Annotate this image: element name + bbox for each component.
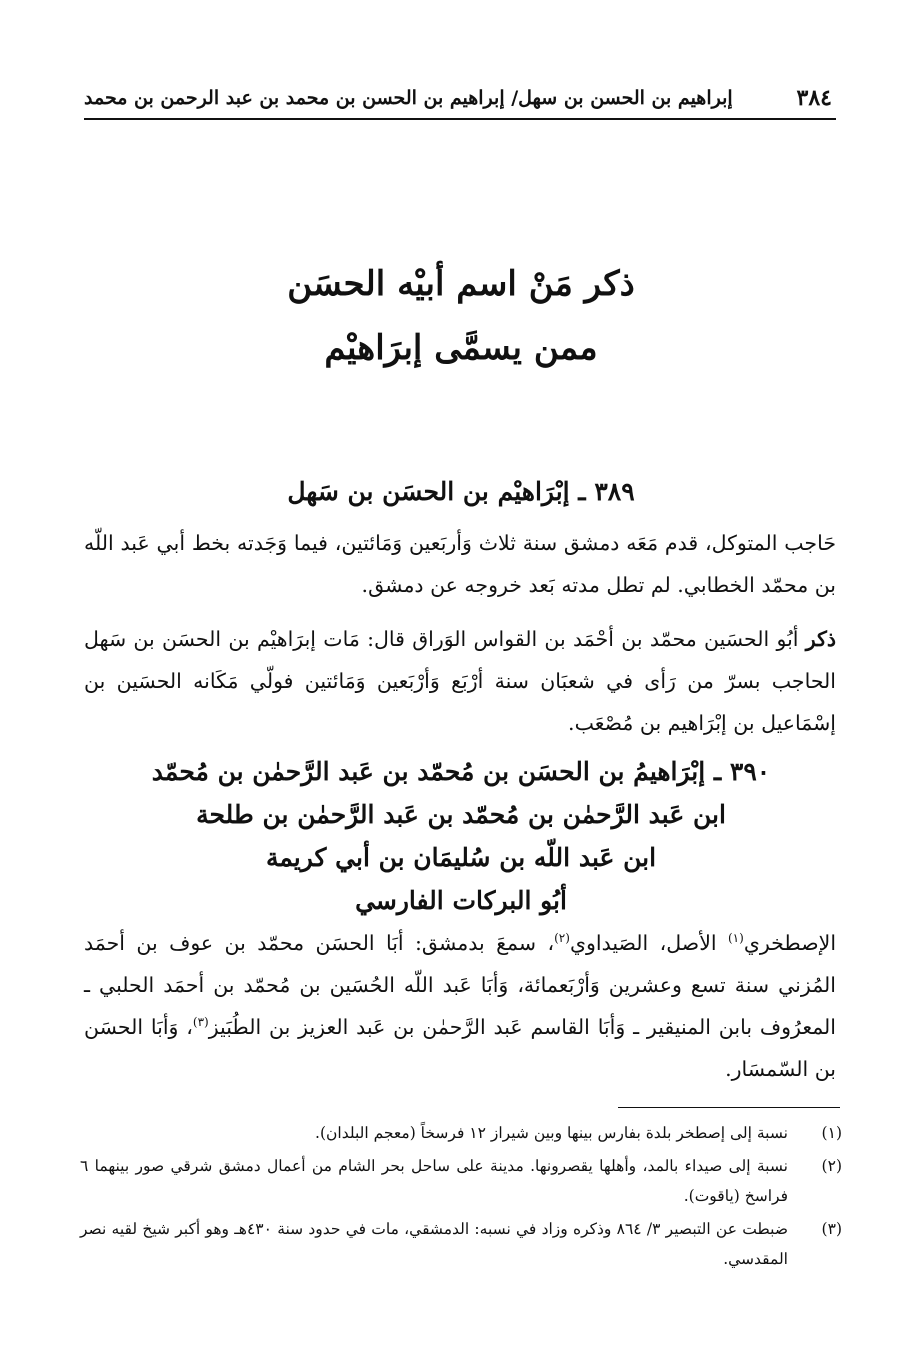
entry-389-paragraph-1: حَاجب المتوكل، قدم مَعَه دمشق سنة ثلاث وَأربَعين وَمَائتين، فيما وَجَدته بخط أبي عَبد اللّه بن محمّد الخطابي. لم تطل مدته بَعد خروجه عن دمشق. (84, 531, 836, 597)
chapter-heading-line-1: ذكر مَنْ اسم أبيْه الحسَن (287, 264, 635, 304)
footnote-number: (١) (821, 1124, 842, 1142)
footnote-ref-3[interactable]: (٣) (192, 1015, 209, 1030)
paragraph-lead-word: ذكر (805, 627, 836, 651)
paragraph-text: ، وَأبَا الحسَن بن السّمسَار. (84, 1015, 836, 1081)
entry-389-heading: ٣٨٩ ـ إبْرَاهيْم بن الحسَن بن سَهل (287, 477, 635, 506)
footnote-divider (618, 1107, 840, 1108)
footnote-text: نسبة إلى صيداء بالمد، وأهلها يقصرونها. مدينة على ساحل بحر الشام من أعمال دمشق شرقي صور بينهما ٦ فراسخ (ياقوت). (80, 1157, 788, 1205)
paragraph-text: الأصل، الصَيداوي (569, 931, 728, 955)
entry-390-heading-line-3: ابن عَبد اللّه بن سُليمَان بن أبي كريمة (265, 843, 657, 872)
paragraph-text: الإصطخري (743, 931, 837, 955)
footnote-text: ضبطت عن التبصير ٣/ ٨٦٤ وذكره وزاد في نسبه: الدمشقي، مات في حدود سنة ٤٣٠هـ وهو أكبر شيخ لقيه نصر المقدسي. (80, 1220, 788, 1268)
footnote-text: نسبة إلى إصطخر بلدة بفارس بينها وبين شيراز ١٢ فرسخاً (معجم البلدان). (315, 1124, 788, 1142)
entry-390-heading-line-2: ابن عَبد الرَّحمٰن بن مُحمّد بن عَبد الرَّحمٰن بن طلحة (196, 800, 726, 829)
entry-390-paragraph (84, 922, 836, 1090)
page-number: ٣٨٤ (796, 85, 832, 111)
footnote-number: (٢) (821, 1157, 842, 1175)
entry-390-heading (90, 750, 832, 922)
footnotes (80, 1118, 842, 1277)
footnote-ref-1[interactable]: (١) (727, 931, 744, 946)
paragraph-text: أبُو الحسَين محمّد بن أحْمَد بن القواس الوَراق قال: مَات إبرَاهيْم بن الحسَن بن سَهل الحاجب بسرّ من رَأى في شعبَان سنة أرْبَع وَأرْبَعين وَمَائتين فولّي مَكَانه الحسَين بن إسْمَاعيل بن إبْرَاهيم بن مُصْعَب. (84, 627, 836, 735)
footnote-ref-2[interactable]: (٢) (554, 931, 570, 946)
running-title: إبراهيم بن الحسن بن سهل/ إبراهيم بن الحسن بن محمد بن عبد الرحمن بن محمد (84, 87, 733, 109)
entry-389-paragraph-2 (84, 618, 836, 744)
footnote-2 (80, 1151, 842, 1211)
paragraph-text: ، سمعَ بدمشق: أبَا الحسَن محمّد بن عوف بن أحمَد المُزني سنة تسع وعشرين وَأرْبَعمائة، وَأبَا عَبد اللّه الحُسَين بن مُحمّد بن أحمَد الحلبي ـ المعرُوف بابن المنيقير ـ وَأبَا القاسم عَبد الرَّحمٰن بن عَبد العزيز بن الطُبَيز (84, 931, 836, 1039)
footnote-number: (٣) (821, 1220, 842, 1238)
chapter-heading-line-2: ممن يسمَّى إبرَاهيْم (324, 328, 598, 368)
entry-390-heading-line-4: أبُو البركات الفارسي (355, 886, 567, 915)
chapter-heading (120, 252, 802, 380)
entry-390-heading-line-1: ٣٩٠ ـ إبْرَاهيمُ بن الحسَن بن مُحمّد بن عَبد الرَّحمٰن بن مُحمّد (151, 757, 771, 786)
running-header (84, 84, 836, 120)
footnote-1 (80, 1118, 842, 1148)
footnote-3 (80, 1214, 842, 1274)
